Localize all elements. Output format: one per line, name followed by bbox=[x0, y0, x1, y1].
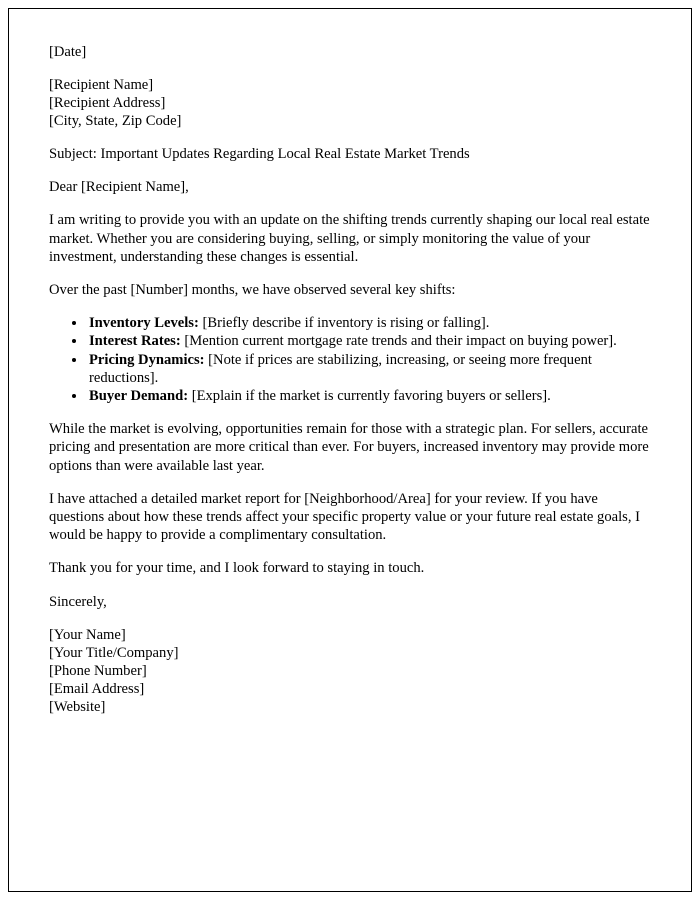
bullet-item-pricing bbox=[87, 351, 651, 387]
signature-email-line: [Email Address] bbox=[49, 680, 145, 697]
bullet-label: Pricing Dynamics: bbox=[89, 351, 205, 368]
bullet-text: [Note if prices are stabilizing, increasing, or seeing more frequent reductions]. bbox=[89, 351, 592, 386]
bullet-item-buyer-demand bbox=[87, 387, 651, 405]
signature-name-line: [Your Name] bbox=[49, 626, 126, 643]
market-evolving-paragraph: While the market is evolving, opportunities remain for those with a strategic plan. For sellers, accurate pricing and presentation are more critical than ever. For buyers, increased inventory may provide more options than were available last year. bbox=[49, 421, 649, 474]
document-page bbox=[0, 8, 700, 908]
key-shifts-list bbox=[49, 314, 651, 405]
intro-paragraph: I am writing to provide you with an update on the shifting trends currently shaping our local real estate market. Whether you are considering buying, selling, or simply monitoring the value of your investment, understanding these changes is essential. bbox=[49, 212, 650, 265]
salutation: Dear [Recipient Name], bbox=[49, 179, 189, 196]
bullet-label: Buyer Demand: bbox=[89, 388, 189, 405]
bullet-label: Inventory Levels: bbox=[89, 315, 199, 332]
bullet-text: [Explain if the market is currently favoring buyers or sellers]. bbox=[188, 388, 551, 405]
recipient-block bbox=[49, 76, 651, 130]
subject-line: Subject: Important Updates Regarding Local Real Estate Market Trends bbox=[49, 146, 470, 162]
recipient-address-line: [Recipient Address] bbox=[49, 95, 166, 111]
recipient-name-line: [Recipient Name] bbox=[49, 77, 154, 93]
bullet-text: [Mention current mortgage rate trends and their impact on buying power]. bbox=[180, 333, 617, 350]
bullet-label: Interest Rates: bbox=[89, 333, 181, 350]
bullet-item-interest-rates bbox=[87, 332, 651, 350]
attached-report-paragraph: I have attached a detailed market report for [Neighborhood/Area] for your review. If you have questions about how these trends affect your specific property value or your future real estate goals, I would be happy to provide a complimentary consultation. bbox=[49, 490, 640, 544]
signature-phone-line: [Phone Number] bbox=[49, 662, 147, 679]
key-shifts-intro-paragraph: Over the past [Number] months, we have observed several key shifts: bbox=[49, 282, 456, 299]
thank-you-paragraph: Thank you for your time, and I look forward to staying in touch. bbox=[49, 560, 425, 577]
signature-title-line: [Your Title/Company] bbox=[49, 644, 179, 661]
date-line: [Date] bbox=[49, 44, 87, 60]
signature-block bbox=[49, 626, 651, 716]
closing-line: Sincerely, bbox=[49, 593, 107, 610]
signature-website-line: [Website] bbox=[49, 698, 106, 715]
bullet-item-inventory bbox=[87, 314, 651, 332]
letter-frame bbox=[8, 8, 692, 892]
recipient-city-line: [City, State, Zip Code] bbox=[49, 113, 182, 129]
bullet-text: [Briefly describe if inventory is rising or falling]. bbox=[198, 315, 490, 332]
